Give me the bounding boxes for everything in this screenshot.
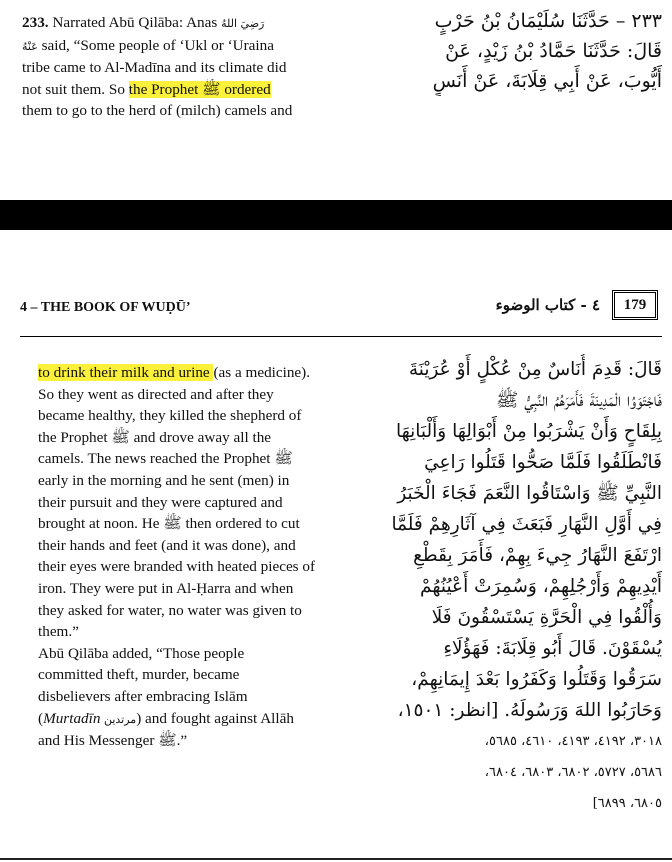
text-run: Narrated Abū Qilāba: Anas	[52, 14, 222, 31]
arabic-line: فَاجْتَوَوُا الْمَدِينَةَ فَأَمَرَهُمُ النَّبِيُّ ﷺ	[495, 390, 662, 411]
english-line	[38, 427, 358, 449]
text-run: tribe came to Al-Madīna and its climate did	[22, 59, 287, 77]
text-run: camels. The news reached the Prophet ﷺ	[38, 450, 293, 468]
english-line	[38, 513, 358, 535]
text-run: not suit them. So	[22, 80, 129, 98]
arabic-line: وَحَارَبُوا اللهَ وَرَسُولَهُ. [انظر: ١٥٠١،	[397, 700, 662, 721]
english-line	[22, 79, 352, 101]
text-run: and His Messenger ﷺ.”	[38, 732, 188, 750]
text-run: Murtadīn	[43, 709, 101, 727]
english-line	[38, 556, 358, 578]
english-line	[38, 643, 358, 665]
english-line	[38, 686, 358, 708]
chapter-title-english: 4 – THE BOOK OF WUḌŪ’	[20, 300, 191, 315]
arabic-inline: مرتدين	[100, 712, 137, 726]
top-arabic-text	[362, 6, 662, 96]
highlighted-text: to drink their milk and urine	[38, 364, 214, 381]
english-line	[38, 448, 358, 470]
header-rule	[20, 336, 662, 337]
arabic-line: سَرَقُوا وَقَتَلُوا وَكَفَرُوا بَعْدَ إِيمَانِهِمْ،	[411, 669, 662, 690]
english-line	[38, 470, 358, 492]
arabic-line: قَالَ: حَدَّثَنَا حَمَّادُ بْنُ زَيْدٍ، عَنْ	[445, 40, 662, 62]
text-run: Abū Qilāba added, “Those people	[38, 644, 245, 662]
arabic-line: وَأُلْقُوا فِي الْحَرَّةِ يَسْتَسْقُونَ فَلَا	[431, 607, 662, 628]
english-line	[38, 384, 358, 406]
english-line	[38, 578, 358, 600]
english-line	[38, 535, 358, 557]
english-line	[22, 100, 352, 122]
text-run: early in the morning and he sent (men) in	[38, 471, 290, 489]
english-line	[38, 664, 358, 686]
text-run: their hands and feet (and it was done), and	[38, 536, 296, 554]
main-english-text	[38, 362, 358, 752]
english-line	[38, 492, 358, 514]
arabic-line: يُسْقَوْنَ. قَالَ أَبُو قِلَابَةَ: فَهَؤُلَاءِ	[443, 638, 662, 659]
text-run: they asked for water, no water was given to	[38, 601, 302, 619]
text-run: (as a medicine).	[213, 364, 311, 381]
text-run: the Prophet ﷺ and drove away all the	[38, 428, 272, 446]
arabic-line: فِي أَوَّلِ النَّهَارِ فَبَعَثَ فِي آثَارِهِمْ فَلَمَّا	[391, 514, 662, 535]
hadith-number: 233.	[22, 14, 53, 31]
arabic-line: ٢٣٣ – حَدَّثَنَا سُلَيْمَانُ بْنُ حَرْبٍ	[434, 10, 662, 32]
arabic-line: أَيْدِيهِمْ وَأَرْجُلِهِمْ، وَسُمِرَتْ أَعْيُنُهُمْ	[420, 576, 662, 597]
arabic-inline: رَضِيَ اللهُ	[221, 17, 265, 30]
text-run: their pursuit and they were captured and	[38, 493, 283, 511]
text-run: brought at noon. He ﷺ then ordered to cut	[38, 515, 300, 533]
arabic-line: النَّبِيِّ ﷺ وَاسْتَاقُوا النَّعَمَ فَجَاءَ الْخَبَرُ	[397, 483, 662, 504]
text-run: committed theft, murder, became	[38, 666, 240, 684]
chapter-title-arabic: ٤ - كتاب الوضوء	[495, 296, 600, 314]
arabic-line: قَالَ: قَدِمَ أُنَاسٌ مِنْ عُكْلٍ أَوْ عُرَيْنَةَ	[408, 359, 662, 380]
top-english-text	[22, 12, 352, 122]
english-line	[38, 621, 358, 643]
english-line	[38, 600, 358, 622]
text-run: So they went as directed and after they	[38, 385, 274, 403]
english-line	[22, 12, 352, 35]
arabic-inline: عَنْهُ	[22, 39, 38, 53]
text-run: them to go to the herd of (milch) camels and	[22, 102, 293, 120]
arabic-line: أَيُّوبَ، عَنْ أَبِي قِلَابَةَ، عَنْ أَنَسٍ	[432, 70, 662, 92]
english-line	[38, 708, 358, 731]
black-divider-bar	[0, 200, 672, 230]
arabic-line: بِلِقَاحٍ وَأَنْ يَشْرَبُوا مِنْ أَبْوَالِهَا وَأَلْبَانِهَا	[395, 421, 662, 442]
text-run: iron. They were put in Al-Ḥarra and when	[38, 579, 294, 597]
text-run: became healthy, they killed the shepherd of	[38, 407, 302, 425]
arabic-line: ارْتَفَعَ النَّهَارُ جِيءَ بِهِمْ، فَأَمَرَ بِقَطْعِ	[413, 545, 662, 566]
text-run: (	[38, 709, 44, 727]
english-line	[38, 405, 358, 427]
highlighted-text: the Prophet ﷺ ordered	[128, 80, 271, 98]
bottom-rule	[0, 858, 672, 860]
text-run: their eyes were branded with heated pieces of	[38, 558, 316, 576]
english-line	[38, 362, 358, 384]
page-header	[20, 288, 662, 328]
main-arabic-text	[372, 354, 662, 819]
text-run: said, “Some people of ‘Ukl or ‘Uraina	[37, 36, 274, 54]
arabic-line: فَانْطَلَقُوا فَلَمَّا صَحُّوا قَتَلُوا رَاعِيَ	[424, 452, 662, 473]
text-run: them.”	[38, 623, 79, 641]
text-run: disbelievers after embracing Islām	[38, 687, 248, 705]
page-number-box: 179	[612, 290, 658, 320]
english-line	[22, 35, 352, 58]
arabic-line: ٥٦٨٦، ٥٧٢٧، ٦٨٠٢، ٦٨٠٣، ٦٨٠٤،	[484, 765, 662, 780]
arabic-line: ٣٠١٨، ٤١٩٢، ٤١٩٣، ٤٦١٠، ٥٦٨٥،	[484, 734, 662, 749]
text-run: ) and fought against Allāh	[136, 709, 294, 727]
arabic-line: ٦٨٠٥، ٦٨٩٩]	[592, 796, 662, 811]
english-line	[22, 57, 352, 79]
english-line	[38, 730, 358, 752]
